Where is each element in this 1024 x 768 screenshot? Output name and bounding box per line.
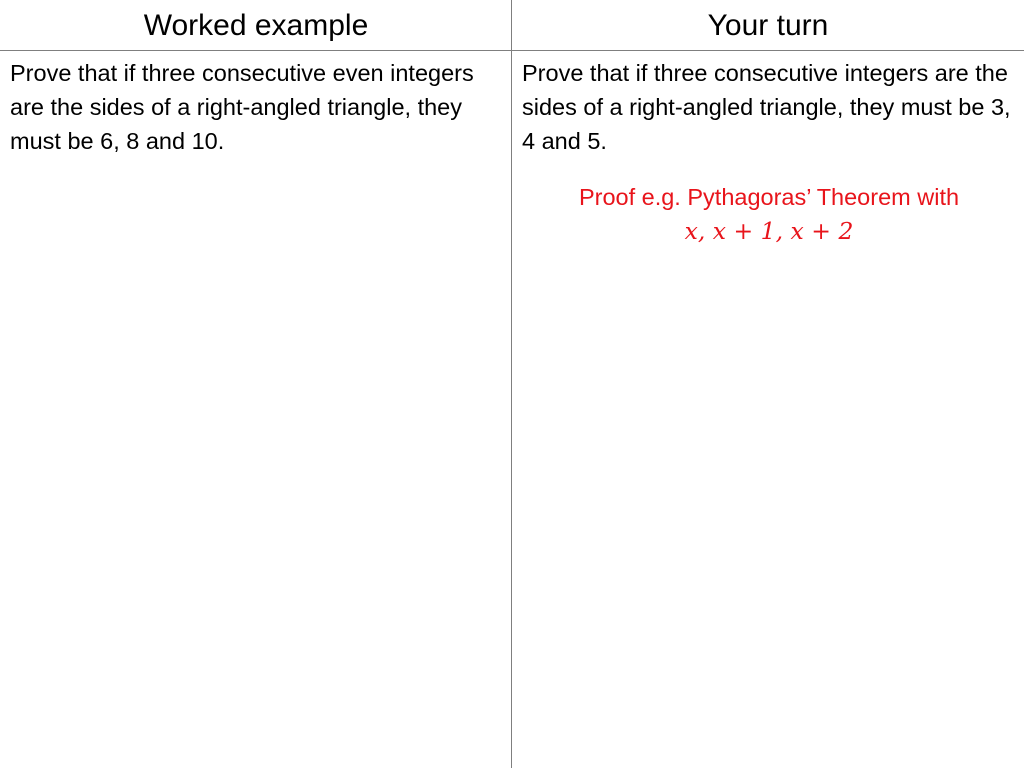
header-row [0,0,1024,51]
worked-example-question: Prove that if three consecutive even integers are the sides of a right-angled triangle, they must be 6, 8 and 10. [10,60,474,154]
worked-example-heading: Worked example [143,9,369,42]
your-turn-question: Prove that if three consecutive integers are the sides of a right-angled triangle, they must be 3, 4 and 5. [522,60,1011,154]
worked-example-cell [10,56,504,158]
your-turn-answer [522,180,1016,248]
answer-math: x, x + 1, x + 2 [684,217,854,245]
answer-text: Proof e.g. Pythagoras’ Theorem with [578,184,960,210]
your-turn-cell [522,56,1016,248]
your-turn-heading: Your turn [707,9,829,42]
column-divider [511,0,512,768]
